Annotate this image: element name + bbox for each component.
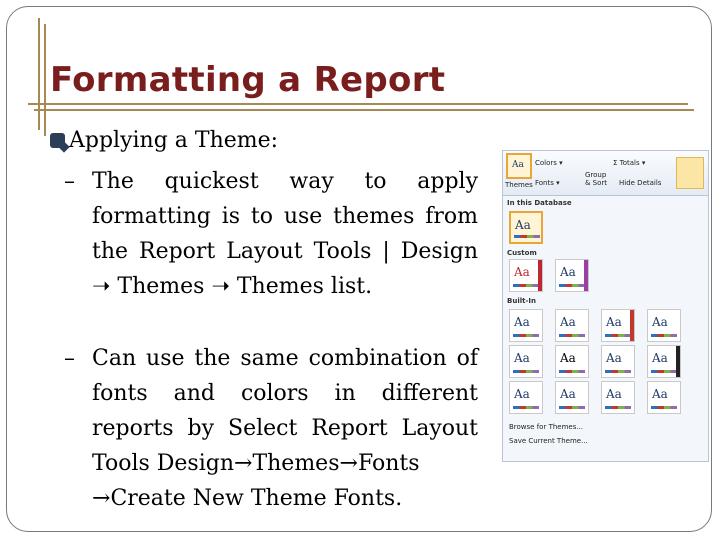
theme-tile[interactable]: Aa — [509, 345, 543, 378]
main-bullet — [50, 128, 278, 153]
sub-bullet-2-text: Can use the same combination of fonts and colors in different reports by Select Report Layout Tools Design — [92, 346, 478, 476]
select-button[interactable] — [676, 157, 704, 189]
sub-bullet-2 — [64, 341, 478, 516]
totals-button[interactable]: Σ Totals ▾ — [613, 159, 646, 167]
ribbon — [503, 151, 708, 196]
themes-label: Themes — [505, 181, 533, 189]
sub-bullet-1 — [64, 164, 478, 304]
decor-vertical-line — [38, 18, 40, 130]
theme-tile[interactable]: Aa — [601, 309, 635, 342]
sub-bullet-2-themes: Themes — [252, 451, 340, 476]
theme-tile[interactable]: Aa — [509, 381, 543, 414]
themes-gallery-screenshot — [502, 150, 709, 462]
decor-horizontal-line — [28, 103, 688, 105]
decor-vertical-line — [44, 24, 46, 136]
dash-marker: – — [64, 346, 75, 371]
theme-tile[interactable]: Aa — [647, 381, 681, 414]
sub-bullet-2-fonts: Fonts — [357, 451, 420, 476]
slide-title: Formatting a Report — [50, 60, 446, 100]
theme-tile[interactable]: Aa — [647, 309, 681, 342]
section-custom: Custom — [507, 249, 537, 257]
bullet-text: Applying a Theme: — [69, 128, 279, 153]
theme-tile[interactable]: Aa — [509, 211, 543, 244]
decor-horizontal-line — [34, 109, 694, 111]
themes-button[interactable]: Aa — [506, 153, 532, 179]
arrow-icon: → — [92, 486, 111, 511]
colors-button[interactable]: Colors ▾ — [535, 159, 563, 167]
bullet-icon — [50, 133, 65, 148]
theme-tile[interactable]: Aa — [509, 309, 543, 342]
arrow-icon: → — [339, 451, 358, 476]
dash-marker: – — [64, 169, 75, 194]
group-sort-button[interactable]: Group & Sort — [585, 171, 608, 187]
theme-tile[interactable]: Aa — [601, 381, 635, 414]
theme-tile[interactable]: Aa — [601, 345, 635, 378]
theme-tile[interactable]: Aa — [555, 259, 589, 292]
theme-tile[interactable]: Aa — [509, 259, 543, 292]
section-built-in: Built-In — [507, 297, 536, 305]
theme-tile[interactable]: Aa — [647, 345, 681, 378]
theme-tile[interactable]: Aa — [555, 381, 589, 414]
fonts-button[interactable]: Fonts ▾ — [535, 179, 560, 187]
browse-themes-menu-item[interactable]: Browse for Themes... — [509, 423, 584, 431]
theme-tile[interactable]: Aa — [555, 345, 589, 378]
arrow-icon: → — [234, 451, 253, 476]
hide-details-button[interactable]: Hide Details — [619, 179, 662, 187]
theme-tile[interactable]: Aa — [555, 309, 589, 342]
section-in-this-database: In this Database — [507, 199, 572, 207]
save-theme-menu-item[interactable]: Save Current Theme... — [509, 437, 588, 445]
sub-bullet-1-text: The quickest way to apply formatting is to use themes from the Report Layout Tools | Design ➝ Themes ➝ Themes list. — [92, 169, 478, 299]
sub-bullet-2-create: Create New Theme Fonts. — [110, 486, 403, 511]
